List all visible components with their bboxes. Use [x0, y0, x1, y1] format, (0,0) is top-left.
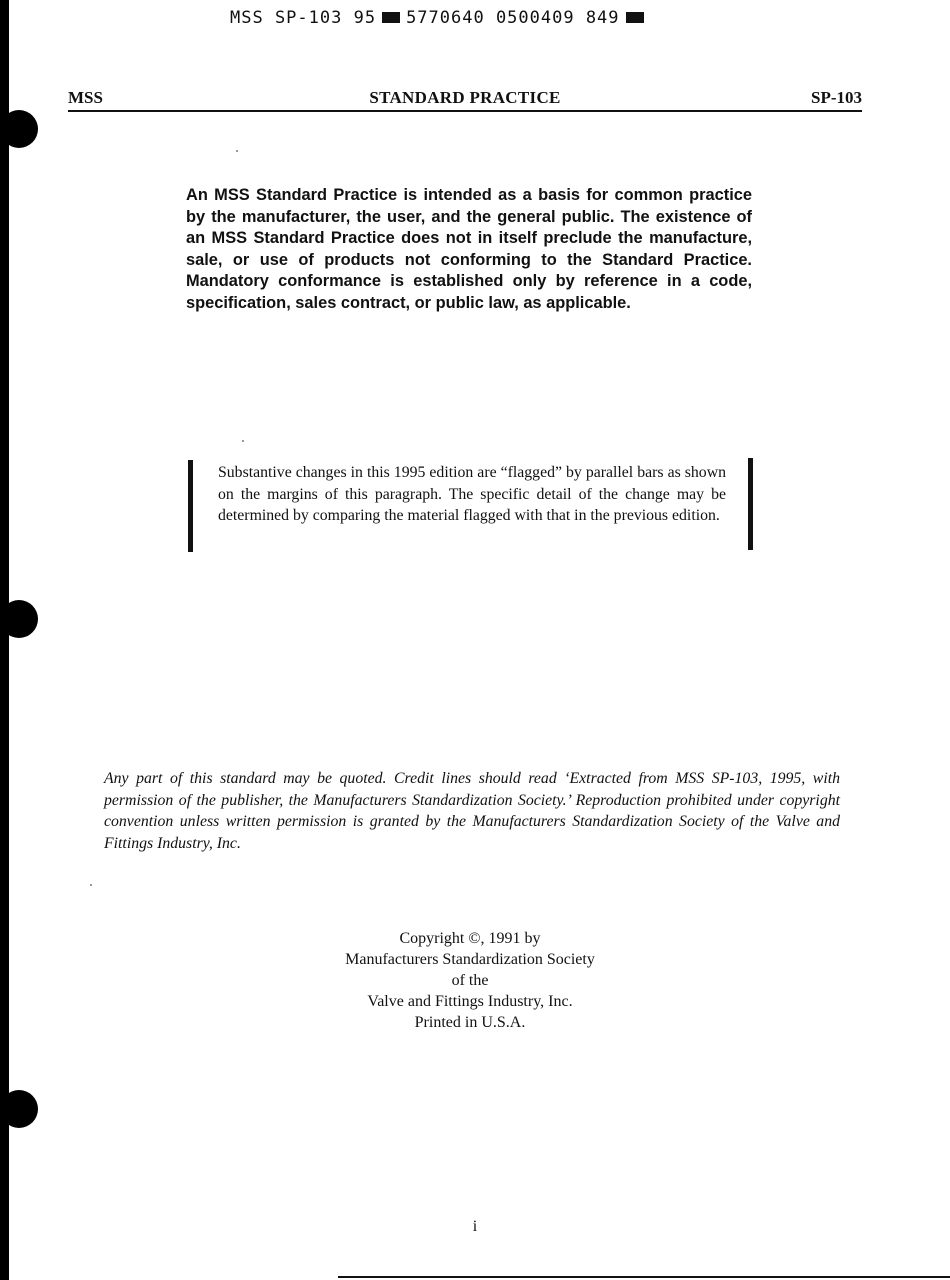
scan-doc-code: MSS SP-103 95	[230, 8, 377, 28]
printed-line: Printed in U.S.A.	[414, 1014, 526, 1031]
page-header	[68, 88, 862, 112]
scan-block-mark-end	[626, 12, 644, 23]
punch-hole-bottom	[0, 1090, 38, 1128]
bottom-rule	[338, 1276, 950, 1278]
scan-identifier	[230, 8, 650, 28]
page-number: i	[472, 1218, 478, 1235]
scan-left-edge	[0, 0, 9, 1280]
header-org: MSS	[68, 88, 103, 107]
copyright-line: Copyright ©, 1991 by	[399, 930, 541, 947]
standard-practice-notice: An MSS Standard Practice is intended as a basis for common practice by the manufacturer, the user, and the general public. The existence of an MSS Standard Practice does not in itself preclude the manufacture, sale, or use of products not conforming to the Standard Practice. Mandatory conformance is established only by reference in a code, specification, sales contract, or public law, as applicable.	[186, 186, 752, 312]
punch-hole-top	[0, 110, 38, 148]
scan-speck	[242, 440, 244, 442]
publisher-line: Manufacturers Standardization Society	[345, 951, 595, 968]
publisher-of-line: of the	[451, 972, 489, 989]
punch-hole-middle	[0, 600, 38, 638]
quote-permission-statement: Any part of this standard may be quoted. Credit lines should read ‘Extracted from MSS SP-103, 1995, with permission of the publisher, the Manufacturers Standardization Society.’ Reproduction prohibited under copyright convention unless written permission is granted by the Manufacturers Standardization Society of the Valve and Fittings Industry, Inc.	[104, 770, 840, 852]
header-title: STANDARD PRACTICE	[369, 88, 561, 107]
scan-speck	[236, 150, 238, 152]
change-flag-bar-right	[748, 458, 753, 550]
scan-speck	[90, 884, 92, 886]
publisher-industry-line: Valve and Fittings Industry, Inc.	[367, 993, 573, 1010]
copyright-block	[270, 928, 670, 1033]
changes-note: Substantive changes in this 1995 edition are “flagged” by parallel bars as shown on the margins of this paragraph. The specific detail of the change may be determined by comparing the material flagged with that in the previous edition.	[218, 464, 726, 524]
scan-block-mark	[382, 12, 400, 23]
header-doc-number: SP-103	[811, 88, 862, 107]
scan-serial: 5770640 0500409 849	[406, 8, 620, 28]
change-flag-bar-left	[188, 460, 193, 552]
